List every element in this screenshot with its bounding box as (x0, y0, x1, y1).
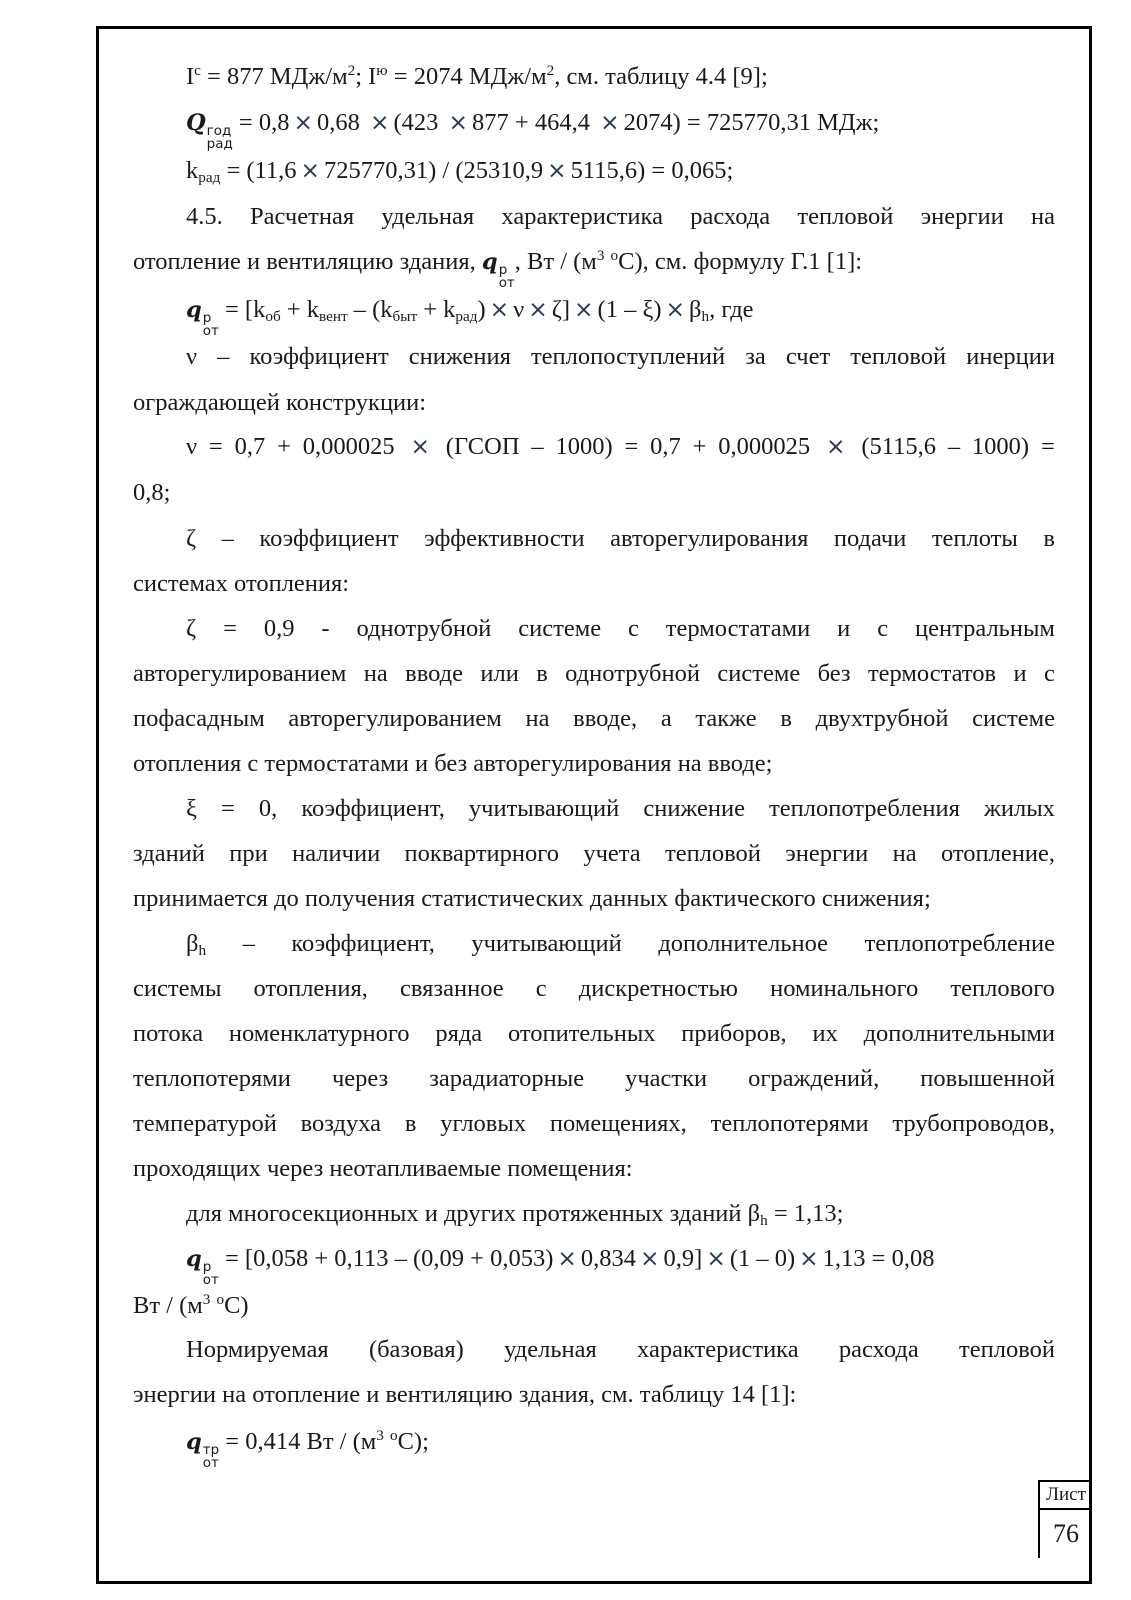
multiply-icon: × (300, 157, 321, 184)
word: температурой (133, 1110, 277, 1137)
word: - (321, 615, 330, 642)
word: – (531, 433, 544, 460)
xi-definition-line1 (186, 794, 1055, 824)
word: системы (133, 975, 222, 1002)
word: 0,7 (650, 433, 681, 460)
word: теплоты (931, 525, 1018, 552)
zeta-value-line4: отопления с термостатами и без авторегулирования на вводе; (133, 750, 773, 777)
word: поквартирного (404, 840, 559, 867)
word: центральным (915, 615, 1055, 642)
word: авторегулированием (133, 660, 347, 687)
word: теплопотерями (133, 1065, 291, 1092)
multiply-icon: × (600, 109, 620, 136)
word: ν (186, 343, 198, 370)
word: 1000) (555, 433, 613, 460)
multiply-icon: × (799, 1245, 819, 1272)
word: учитывающий (468, 795, 620, 822)
sheet-label: Лист (1040, 1482, 1092, 1510)
word: ξ (186, 795, 197, 822)
beta-definition-line3 (133, 1019, 1055, 1049)
word: 0,000025 (302, 433, 395, 460)
word: 4.5. (186, 203, 223, 230)
word: (ГСОП (445, 433, 520, 460)
word: инерции (966, 343, 1055, 370)
nu-definition-line1 (186, 342, 1055, 372)
word: двухтрубной (815, 705, 949, 732)
word: тепловой (664, 840, 761, 867)
multiply-icon: × (489, 296, 510, 323)
word: тепловой (850, 343, 947, 370)
word: Расчетная (250, 203, 355, 230)
word: связанное (400, 975, 504, 1002)
word: отопления, (253, 975, 368, 1002)
multiply-icon: × (640, 1245, 660, 1272)
word: Нормируемая (186, 1336, 329, 1363)
multiply-icon: × (557, 1245, 577, 1272)
word: номинального (770, 975, 919, 1002)
sheet-stamp (1038, 1480, 1092, 1558)
multiply-icon: × (826, 433, 846, 460)
word: термостатов (867, 660, 997, 687)
word: теплопотерями (710, 1110, 869, 1137)
nu-definition-line2: ограждающей конструкции: (133, 389, 427, 416)
q-ot-calculation-line1: q р от = [0,058 + 0,113 – (0,09 + 0,053) × 0,834 × 0,9] × (1 – 0) × 1,13 = 0,08 (186, 1245, 935, 1289)
word: – (242, 930, 255, 957)
word: 0,9 (263, 615, 295, 642)
word: на (1030, 203, 1055, 230)
word: в (780, 705, 792, 732)
word: системе (717, 660, 801, 687)
word: отопление, (940, 840, 1055, 867)
word: = (624, 433, 639, 460)
multiply-icon: × (293, 109, 313, 136)
word: номенклатурного (228, 1020, 410, 1047)
word: или (480, 660, 519, 687)
word: (5115,6 (861, 433, 936, 460)
word: счет (785, 343, 831, 370)
word: вводе (405, 660, 463, 687)
multiply-icon: × (574, 296, 594, 323)
word: системе (972, 705, 1055, 732)
word: теплового (950, 975, 1055, 1002)
zeta-definition-line2: системах отопления: (133, 570, 350, 597)
word: жилых (983, 795, 1055, 822)
word: = (208, 433, 223, 460)
word: энергии (785, 840, 869, 867)
word: = (221, 795, 235, 822)
section-4-5-heading (186, 202, 1055, 232)
word: подачи (833, 525, 907, 552)
word: зарадиаторные (429, 1065, 585, 1092)
word: приборов, (681, 1020, 787, 1047)
word: угловых (440, 1110, 527, 1137)
irradiation-values-line: $I^c = 877$ МДж/$м^2$; $I^ю = 2074$ МДж/$м^2$, см. таблицу 4.4 [9]; (186, 61, 768, 90)
beta-definition-line1 (186, 929, 1055, 959)
word: учитывающий (471, 930, 622, 957)
xi-definition-line3: принимается до получения статистических данных фактического снижения; (133, 885, 931, 912)
word: их (812, 1020, 838, 1047)
word: коэффициент, (291, 930, 435, 957)
word: энергии (920, 203, 1004, 230)
section-4-5-line2: отопление и вентиляцию здания, q р от , Вт / ($м^3$ $^о$С), см. формулу Г.1 [1]: (133, 246, 863, 292)
nu-calculation-line2: 0,8; (133, 479, 171, 506)
word: удельная (504, 1336, 597, 1363)
word: авторегулированием (288, 705, 502, 732)
word: коэффициент (249, 343, 389, 370)
word: дополнительное (658, 930, 829, 957)
word: с (535, 975, 547, 1002)
word: за (745, 343, 766, 370)
beta-definition-line6: проходящих через неотапливаемые помещения: (133, 1155, 633, 1182)
word: однотрубной (565, 660, 700, 687)
word: = (223, 615, 237, 642)
word: дискретностью (578, 975, 738, 1002)
word: ряда (435, 1020, 483, 1047)
k-rad-formula-line: $k_{рад} = (11,6 \times 725770,31) / (25310,9 \times 5115,6) = 0,065$; (186, 157, 734, 186)
word: системе (518, 615, 602, 642)
beta-symbol: $\beta_h$ (186, 930, 207, 959)
word: – (947, 433, 961, 460)
word: удельная (381, 203, 475, 230)
word: в (404, 1110, 417, 1137)
word: воздуха (300, 1110, 382, 1137)
normative-line1 (186, 1335, 1055, 1365)
xi-definition-line2 (133, 839, 1055, 869)
word: 0, (258, 795, 278, 822)
word: теплопоступлений (530, 343, 726, 370)
beta-definition-line4 (133, 1064, 1055, 1094)
word: + (277, 433, 291, 460)
word: (базовая) (368, 1336, 464, 1363)
zeta-value-line3 (133, 704, 1055, 734)
word: наличии (292, 840, 381, 867)
word: с (877, 615, 889, 642)
word: отопительных (507, 1020, 656, 1047)
word: на (363, 660, 388, 687)
word: = (1040, 433, 1055, 460)
word: на (525, 705, 550, 732)
multiply-icon: × (665, 296, 686, 323)
word: и (837, 615, 851, 642)
word: ν (186, 433, 198, 460)
word: также (695, 705, 757, 732)
word: тепловой (797, 203, 894, 230)
word: вводе, (573, 705, 638, 732)
word: ζ (186, 615, 197, 642)
word: коэффициент (259, 525, 399, 552)
word: потока (133, 1020, 204, 1047)
word: а (660, 705, 672, 732)
multiply-icon: × (547, 157, 567, 184)
word: теплопотребление (864, 930, 1055, 957)
nu-calculation-line1 (186, 432, 1055, 462)
word: с (1043, 660, 1055, 687)
word: авторегулирования (610, 525, 809, 552)
word: коэффициент, (301, 795, 445, 822)
word: тепловой (959, 1336, 1055, 1363)
word: снижения (408, 343, 511, 370)
q-ot-calculation-line2: Вт / ($м^3$ $^о$С) (133, 1290, 249, 1319)
word: пофасадным (133, 705, 265, 732)
word: учета (583, 840, 641, 867)
zeta-value-line1 (186, 614, 1055, 644)
word: снижение (643, 795, 746, 822)
word: ζ (186, 525, 197, 552)
word: расхода (690, 203, 771, 230)
word: повышенной (920, 1065, 1055, 1092)
word: через (331, 1065, 389, 1092)
word: в (536, 660, 548, 687)
word: 0,000025 (718, 433, 811, 460)
q-ot-main-formula: q р от = $[k_{об} + k_{вент} - (k_{быт} + k_{рад}) \times \nu \times \zeta] \times (1 - \xi) \times \beta_h$, где (186, 296, 754, 340)
word: дополнительными (863, 1020, 1055, 1047)
word: однотрубной (356, 615, 492, 642)
zeta-value-line2 (133, 659, 1055, 689)
zeta-definition-line1 (186, 524, 1055, 554)
word: трубопроводов, (892, 1110, 1055, 1137)
word: расхода (838, 1336, 919, 1363)
word: характеристика (637, 1336, 799, 1363)
word: в (1043, 525, 1055, 552)
beta-value-line: для многосекционных и других протяженных зданий $\beta_h = 1,13$; (186, 1200, 844, 1229)
normative-line2: энергии на отопление и вентиляцию здания, см. таблицу 14 [1]: (133, 1381, 797, 1408)
multiply-icon: × (528, 296, 548, 323)
word: при (229, 840, 268, 867)
word: 0,7 (234, 433, 266, 460)
word: помещениях, (549, 1110, 687, 1137)
word: без (817, 660, 851, 687)
word: участки (625, 1065, 708, 1092)
sheet-number: 76 (1053, 1519, 1079, 1548)
word: характеристика (501, 203, 663, 230)
word: ограждений, (748, 1065, 880, 1092)
word: с (628, 615, 639, 642)
multiply-icon: × (369, 109, 390, 136)
word: на (892, 840, 917, 867)
multiply-icon: × (706, 1245, 726, 1272)
word: – (221, 525, 234, 552)
q-tr-value-line: q тр от = 0,414 Вт / ($м^3$ $^о$С); (186, 1426, 429, 1472)
word: термостатами (665, 615, 811, 642)
beta-definition-line2 (133, 974, 1055, 1004)
word: – (217, 343, 230, 370)
beta-definition-line5 (133, 1109, 1055, 1139)
q-rad-formula-line: Q год рад = 0,8 × 0,68 × (423 × 877 + 464,4 × 2074) = 725770,31 МДж; (186, 109, 880, 153)
word: зданий (133, 840, 205, 867)
word: + (692, 433, 707, 460)
word: эффективности (424, 525, 585, 552)
multiply-icon: × (410, 433, 430, 460)
word: 1000) (971, 433, 1030, 460)
word: теплопотребления (769, 795, 960, 822)
multiply-icon: × (448, 109, 469, 136)
word: и (1013, 660, 1027, 687)
